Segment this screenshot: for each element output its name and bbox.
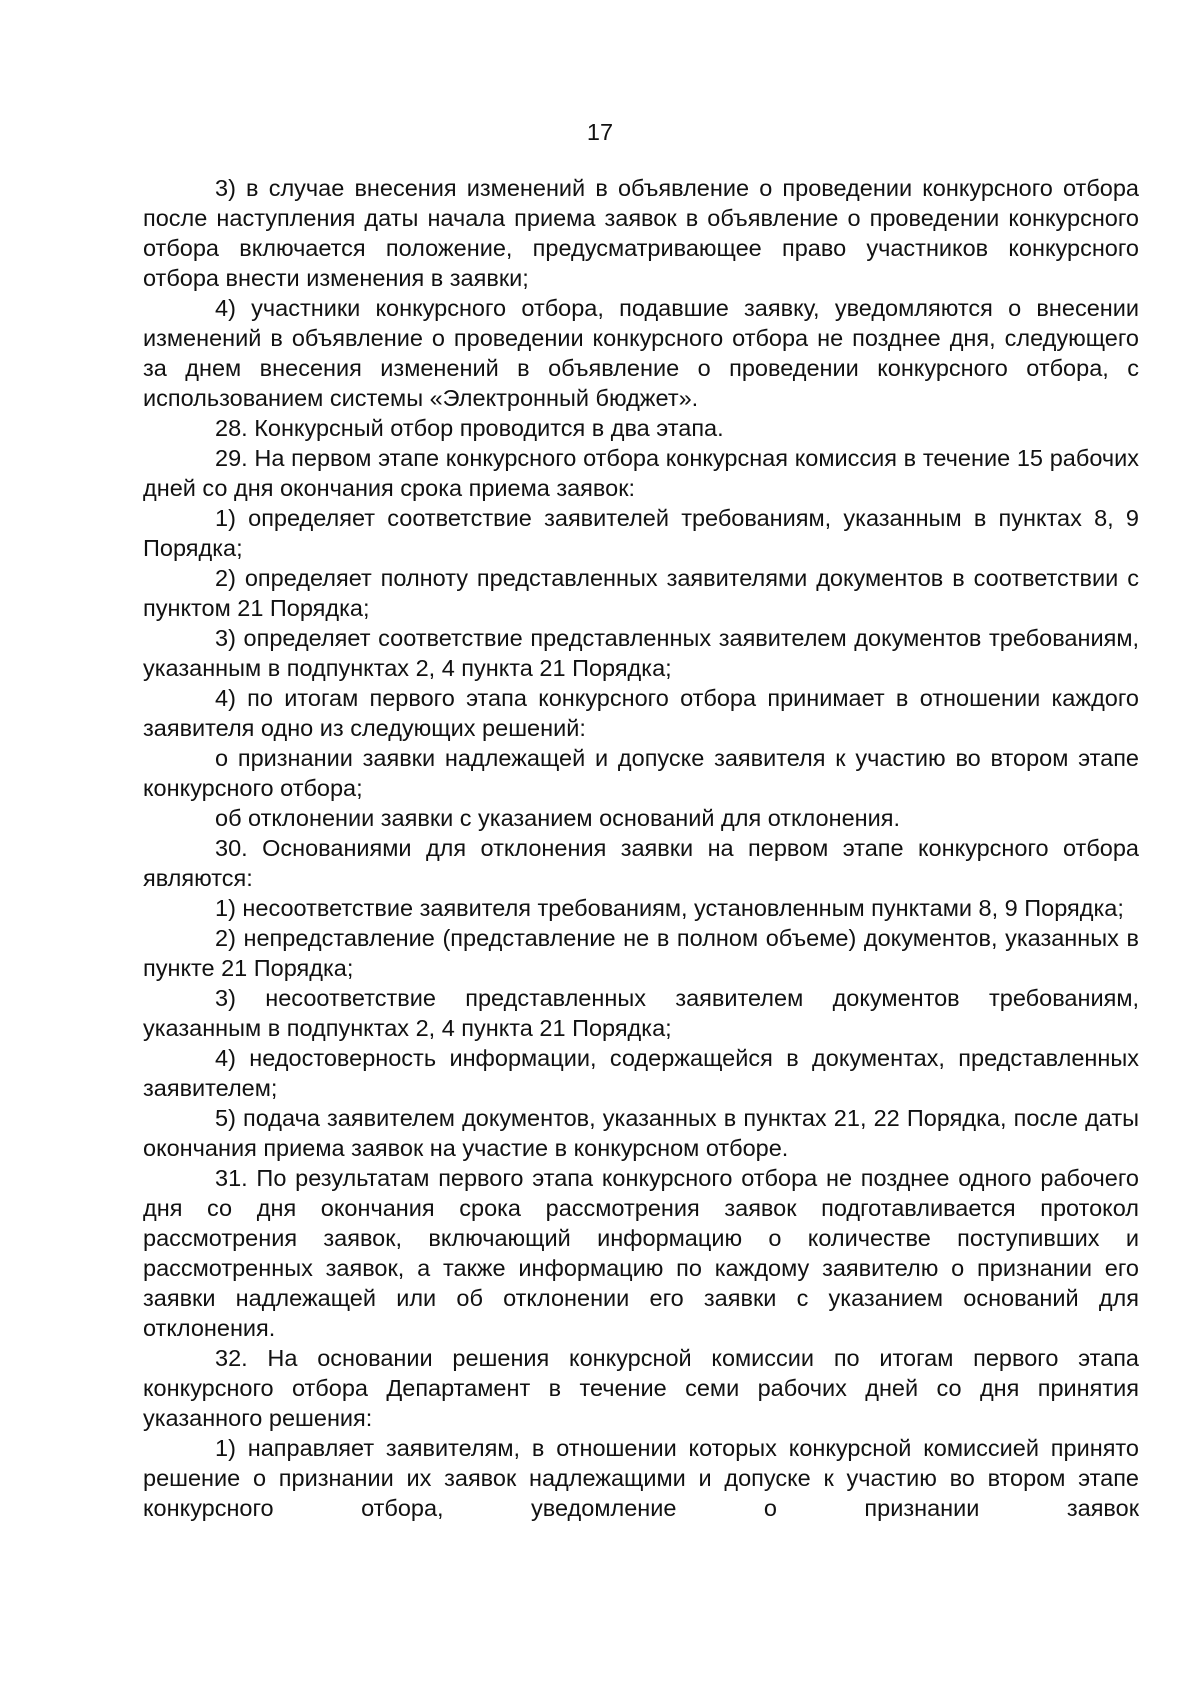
paragraph-clause-28: 28. Конкурсный отбор проводится в два этапа. [215,415,724,441]
page-number: 17 [586,119,614,145]
paragraph-decision-reject: об отклонении заявки с указанием оснований для отклонения. [215,805,901,831]
paragraph-clause-29-item-1: 1) определяет соответствие заявителей требованиям, указанным в пунктах 8, 9 Порядка; [143,505,1139,561]
paragraph-clause-30-item-5: 5) подача заявителем документов, указанных в пунктах 21, 22 Порядка, после даты окончания приема заявок на участие в конкурсном отборе. [143,1105,1139,1161]
paragraph-clause-30-item-4: 4) недостоверность информации, содержащейся в документах, представленных заявителем; [143,1045,1139,1101]
paragraph-clause-32-item-1: 1) направляет заявителям, в отношении которых конкурсной комиссией принято решение о признании их заявок надлежащими и допуске к участию во втором этапе конкурсного отбора, уведомление о признании заявок [143,1435,1139,1521]
paragraph-clause-29: 29. На первом этапе конкурсного отбора конкурсная комиссия в течение 15 рабочих дней со дня окончания срока приема заявок: [143,445,1139,501]
paragraph-clause-30-item-2: 2) непредставление (представление не в полном объеме) документов, указанных в пункте 21 Порядка; [143,925,1139,981]
document-body [143,173,1139,1523]
paragraph-clause-30-item-3: 3) несоответствие представленных заявителем документов требованиям, указанным в подпунктах 2, 4 пункта 21 Порядка; [143,985,1139,1041]
paragraph-clause-30: 30. Основаниями для отклонения заявки на первом этапе конкурсного отбора являются: [143,835,1139,891]
paragraph-clause-30-item-1: 1) несоответствие заявителя требованиям, установленным пунктами 8, 9 Порядка; [215,895,1124,921]
paragraph-decision-admit: о признании заявки надлежащей и допуске заявителя к участию во втором этапе конкурсного отбора; [143,745,1139,801]
paragraph-clause-29-item-3: 3) определяет соответствие представленных заявителем документов требованиям, указанным в подпунктах 2, 4 пункта 21 Порядка; [143,625,1139,681]
paragraph-clause-29-item-4: 4) по итогам первого этапа конкурсного отбора принимает в отношении каждого заявителя одно из следующих решений: [143,685,1139,741]
paragraph-clause-32: 32. На основании решения конкурсной комиссии по итогам первого этапа конкурсного отбора Департамент в течение семи рабочих дней со дня принятия указанного решения: [143,1345,1139,1431]
paragraph-item-4-notification: 4) участники конкурсного отбора, подавшие заявку, уведомляются о внесении изменений в объявление о проведении конкурсного отбора не позднее дня, следующего за днем внесения изменений в объявление о проведении конкурсного отбора, с использованием системы «Электронный бюджет». [143,295,1139,411]
paragraph-item-3-changes-after-start: 3) в случае внесения изменений в объявление о проведении конкурсного отбора после наступления даты начала приема заявок в объявление о проведении конкурсного отбора включается положение, предусматривающее право участников конкурсного отбора внести изменения в заявки; [143,175,1139,291]
paragraph-clause-29-item-2: 2) определяет полноту представленных заявителями документов в соответствии с пунктом 21 Порядка; [143,565,1139,621]
paragraph-clause-31: 31. По результатам первого этапа конкурсного отбора не позднее одного рабочего дня со дня окончания срока рассмотрения заявок подготавливается протокол рассмотрения заявок, включающий информацию о количестве поступивших и рассмотренных заявок, а также информацию по каждому заявителю о признании его заявки надлежащей или об отклонении его заявки с указанием оснований для отклонения. [143,1165,1139,1341]
